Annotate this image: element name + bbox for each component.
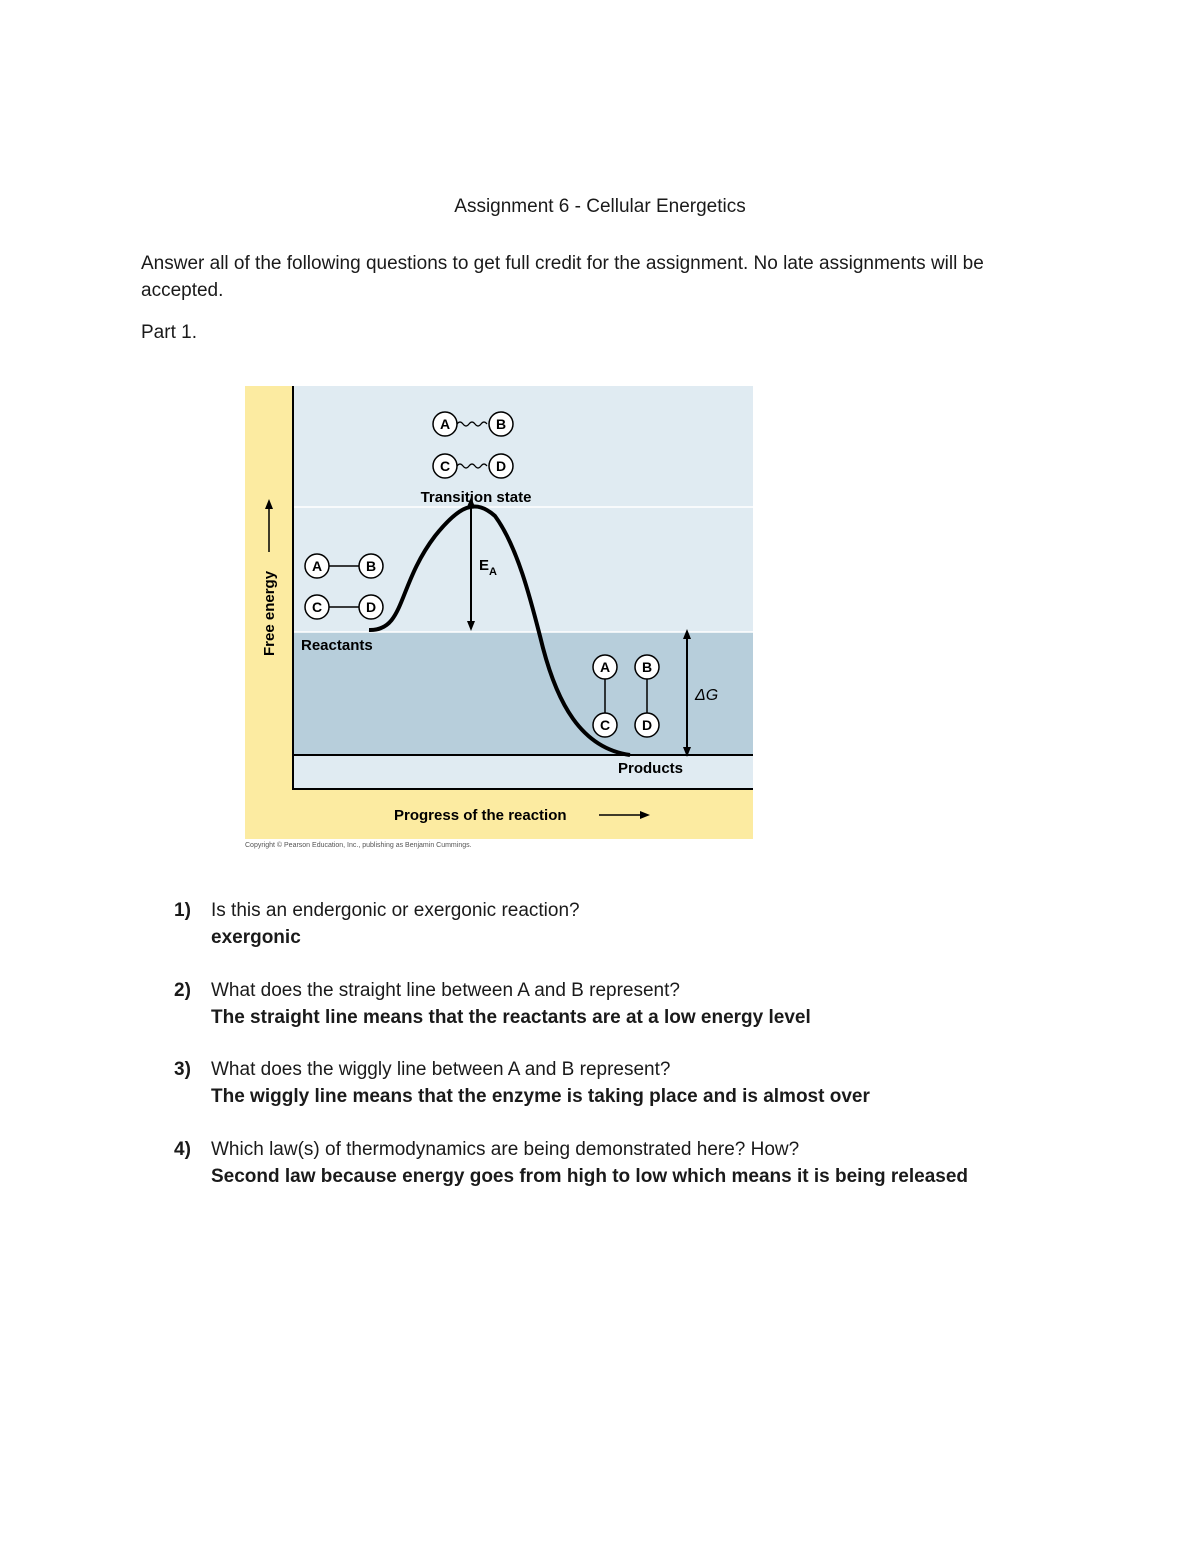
molecule-c: C: [311, 599, 323, 615]
products-label: Products: [618, 760, 684, 777]
molecule-c: C: [439, 458, 451, 474]
answer-text: Second law because energy goes from high to low which means it is being released: [211, 1166, 969, 1187]
answer-text: exergonic: [211, 927, 301, 948]
figure-copyright: Copyright © Pearson Education, Inc., publishing as Benjamin Cummings.: [245, 842, 472, 849]
molecule-b: B: [365, 558, 377, 574]
molecule-c: C: [599, 717, 611, 733]
question-number: 4): [174, 1139, 191, 1160]
x-axis-label: Progress of the reaction: [394, 807, 567, 824]
molecule-b: B: [495, 416, 507, 432]
transition-state-label: Transition state: [420, 489, 532, 506]
question-text: What does the straight line between A and B represent?: [211, 980, 680, 1001]
molecule-a: A: [599, 659, 611, 675]
molecule-d: D: [495, 458, 507, 474]
molecule-b: B: [641, 659, 653, 675]
question-number: 3): [174, 1059, 191, 1080]
question-text: Is this an endergonic or exergonic reaction?: [211, 900, 580, 921]
question-number: 2): [174, 980, 191, 1001]
part-label: Part 1.: [141, 322, 197, 343]
question-text: Which law(s) of thermodynamics are being demonstrated here? How?: [211, 1139, 800, 1160]
y-axis-label: Free energy: [261, 570, 278, 656]
reactants-label: Reactants: [301, 637, 373, 654]
document-title: Assignment 6 - Cellular Energetics: [454, 196, 746, 217]
ea-label: $E_A$: [479, 557, 497, 578]
answer-text: The straight line means that the reactants are at a low energy level: [211, 1007, 811, 1028]
answer-text: The wiggly line means that the enzyme is taking place and is almost over: [211, 1086, 870, 1107]
energy-diagram: [245, 386, 753, 839]
intro-text: Answer all of the following questions to get full credit for the assignment. No late assignments will be accepted.: [141, 253, 984, 301]
molecule-d: D: [365, 599, 377, 615]
delta-g-label: ΔG: [695, 687, 719, 704]
question-number: 1): [174, 900, 191, 921]
molecule-a: A: [311, 558, 323, 574]
question-text: What does the wiggly line between A and B represent?: [211, 1059, 671, 1080]
molecule-a: A: [439, 416, 451, 432]
molecule-d: D: [641, 717, 653, 733]
